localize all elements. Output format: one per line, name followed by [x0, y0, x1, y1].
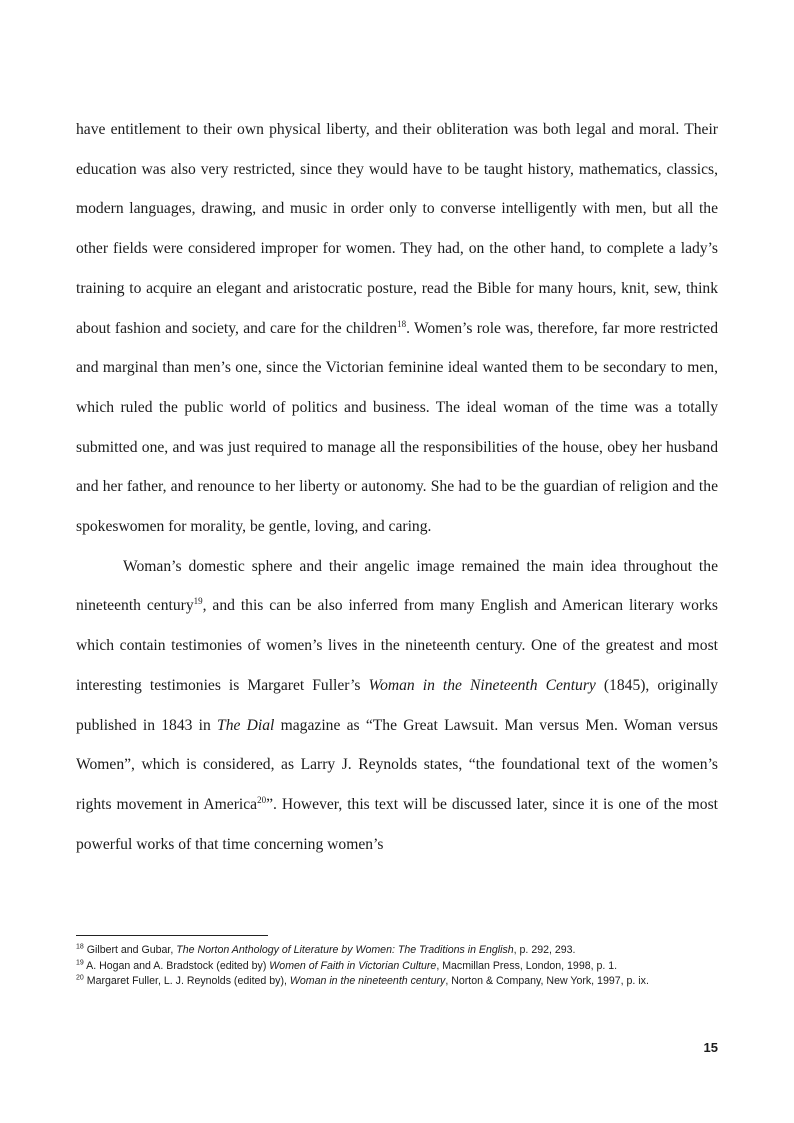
footnote-18	[76, 943, 721, 959]
footnote-text: A. Hogan and A. Bradstock (edited by)	[83, 959, 270, 972]
footnote-number: 18	[76, 943, 84, 951]
page-number: 15	[703, 1040, 718, 1055]
book-title-woman-nineteenth-century: Woman in the Nineteenth Century	[368, 676, 596, 694]
paragraph-1-text-b: . Women’s role was, therefore, far more restricted and marginal than men’s one, since the Victorian feminine ideal wanted them to be secondary to men, which ruled the public world of politics and business. The ideal woman of the time was a totally submitted one, and was just required to manage all the responsibilities of the house, obey her husband and her father, and renounce to her liberty or autonomy. She had to be the guardian of religion and the spokeswomen for morality, be gentle, loving, and caring.	[76, 319, 718, 536]
footnote-title: The Norton Anthology of Literature by Women: The Traditions in English	[176, 944, 514, 956]
footnote-text: Margaret Fuller, L. J. Reynolds (edited by),	[83, 975, 290, 987]
paragraph-2-text-b: , and this can be also inferred from many English and American literary works which contain testimonies of women’s lives in the nineteenth century. One of the greatest and most interesting testimonies is Margaret Fuller’s	[76, 597, 719, 694]
paragraph-2-text-a: Woman’s domestic sphere and their angelic image remained the main idea throughout the nineteenth century	[76, 557, 718, 615]
footnotes	[76, 943, 721, 990]
footnote-number: 20	[76, 974, 84, 982]
body-text	[76, 110, 718, 864]
footnote-20	[76, 974, 721, 990]
footnote-ref-19[interactable]: 19	[193, 596, 203, 607]
paragraph-2-text-c: (1845), originally published in 1843 in	[76, 676, 718, 734]
footnote-ref-18[interactable]: 18	[397, 318, 407, 329]
footnote-text: , p. 292, 293.	[513, 944, 576, 956]
footnote-number: 19	[76, 958, 84, 966]
footnote-title: Women of Faith in Victorian Culture	[269, 959, 437, 972]
paragraph-2-text-d: magazine as “The Great Lawsuit. Man versus Men. Woman versus Women”, which is considered, as Larry J. Reynolds states, “the foundational text of the women’s rights movement in America	[76, 716, 718, 813]
magazine-title-the-dial: The Dial	[217, 716, 275, 734]
footnote-title: Woman in the nineteenth century	[289, 975, 446, 987]
footnote-text: , Macmillan Press, London, 1998, p. 1.	[436, 959, 618, 972]
footnote-separator	[76, 935, 268, 936]
footnote-text: Gilbert and Gubar,	[83, 944, 177, 956]
paragraph-2	[76, 547, 718, 865]
paragraph-1	[76, 110, 718, 547]
footnote-19	[76, 959, 721, 975]
paragraph-1-text-a: have entitlement to their own physical liberty, and their obliteration was both legal and moral. Their education was also very restricted, since they would have to be taught history, mathematics, classics, modern languages, drawing, and music in order only to converse intelligently with men, but all the other fields were considered improper for women. They had, on the other hand, to complete a lady’s training to acquire an elegant and aristocratic posture, read the Bible for many hours, knit, sew, think about fashion and society, and care for the children	[76, 121, 718, 337]
paragraph-2-text-e: ”. However, this text will be discussed later, since it is one of the most powerful works of that time concerning women’s	[76, 795, 718, 853]
footnote-text: , Norton & Company, New York, 1997, p. ix.	[445, 975, 649, 987]
footnote-ref-20[interactable]: 20	[257, 794, 267, 805]
